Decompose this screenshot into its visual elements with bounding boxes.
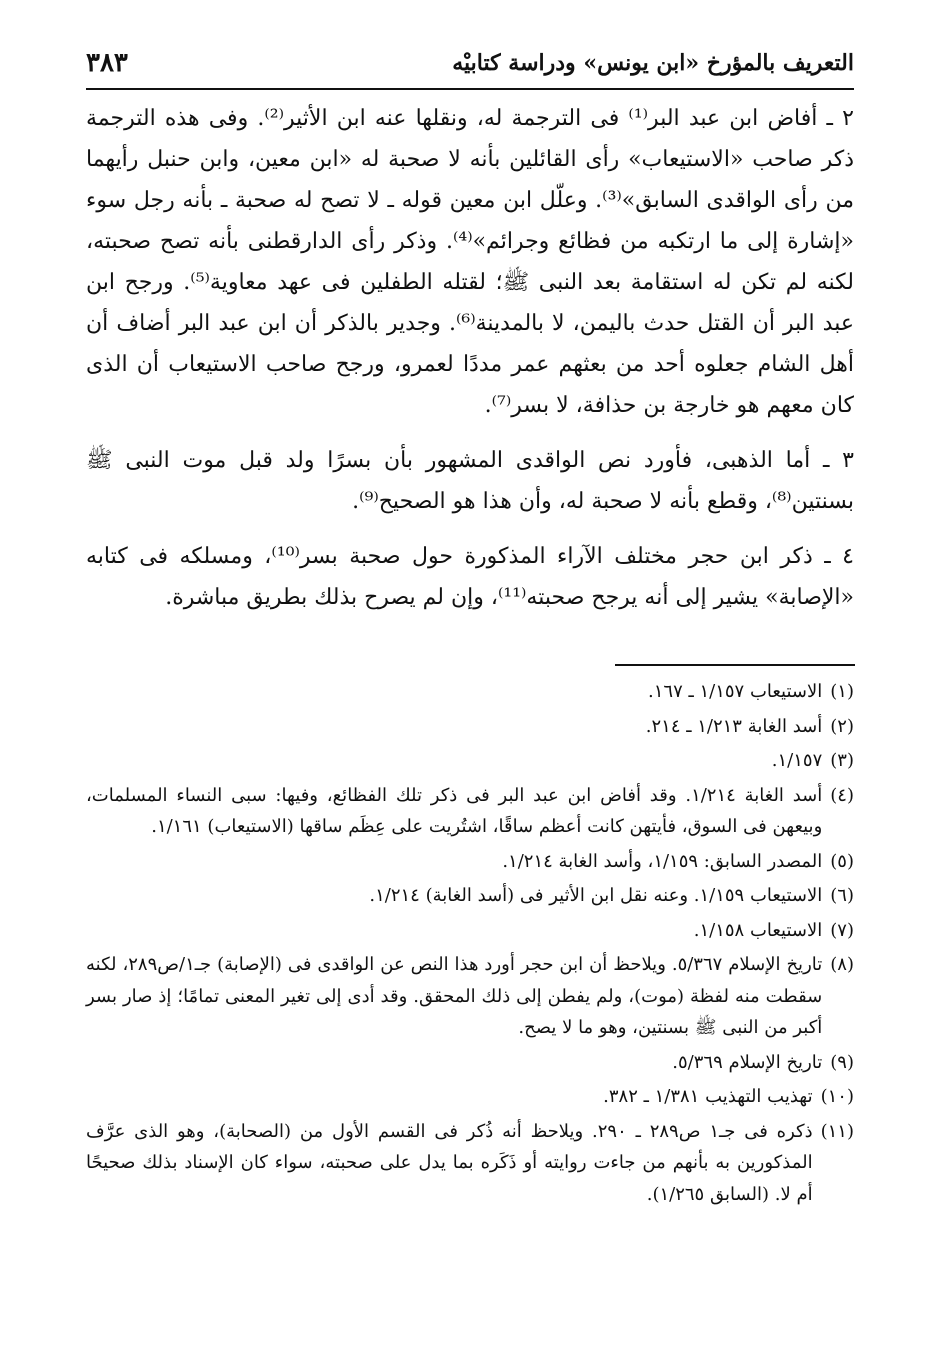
footnote-number: (٥) xyxy=(830,850,854,872)
footnote-text: أسد الغابة ١/٢١٣ ـ ٢١٤. xyxy=(645,715,823,737)
footnote-number: (٨) xyxy=(830,954,854,975)
footnote-6 xyxy=(86,880,854,912)
paragraph-4 xyxy=(86,536,854,618)
paragraph-3 xyxy=(86,440,854,522)
footnote-text: تاريخ الإسلام ٥/٣٦٩. xyxy=(672,1051,823,1073)
footnote-number: (١) xyxy=(830,681,854,702)
main-text xyxy=(86,98,854,632)
footnote-11 xyxy=(86,1116,854,1211)
footnote-number: (١١) xyxy=(820,1120,854,1142)
footnote-text: الاستيعاب ١/١٥٧ ـ ١٦٧. xyxy=(648,681,823,702)
footnote-number: (٩) xyxy=(830,1051,854,1073)
paragraph-text: ٤ ـ ذكر ابن حجر مختلف الآراء المذكورة حول صحبة بسر⁽¹⁰⁾، ومسلكه فى كتابه «الإصابة» يشير إلى أنه يرجح صحبته⁽¹¹⁾، وإن لم يصرح بذلك بطريق مباشرة. xyxy=(86,544,854,610)
footnote-text: تهذيب التهذيب ١/٣٨١ ـ ٣٨٢. xyxy=(603,1086,813,1107)
footnote-5 xyxy=(86,846,854,878)
running-title: التعريف بالمؤرخ «ابن يونس» ودراسة كتابيْه xyxy=(452,50,854,76)
footnotes xyxy=(86,676,854,1213)
paragraph-text: ٣ ـ أما الذهبى، فأورد نص الواقدى المشهور بأن بسرًا ولد قبل موت النبى ﷺ بسنتين⁽⁸⁾، وقطع بأنه لا صحبة له، وأن هذا هو الصحيح⁽⁹⁾. xyxy=(86,448,854,514)
footnote-text: المصدر السابق: ١/١٥٩، وأسد الغابة ١/٢١٤. xyxy=(502,850,823,872)
footnote-number: (٧) xyxy=(830,919,854,941)
footnote-8 xyxy=(86,949,854,1044)
footnote-10 xyxy=(86,1081,854,1113)
paragraph-2 xyxy=(86,98,854,426)
footnote-divider xyxy=(615,664,855,666)
footnote-text: أسد الغابة ١/٢١٤. وقد أفاض ابن عبد البر فى ذكر تلك الفظائع، وفيها: سبى النساء المسلمات، وبيعهن فى السوق، فأيتهن كانت أعظم ساقًا، اشتُريت على عِظَم ساقها (الاستيعاب) ١/١٦١. xyxy=(86,784,823,837)
footnote-number: (٣) xyxy=(830,750,854,771)
page-number: ٣٨٣ xyxy=(86,48,128,78)
paragraph-text: ٢ ـ أفاض ابن عبد البر⁽¹⁾ فى الترجمة له، ونقلها عنه ابن الأثير⁽²⁾. وفى هذه الترجمة ذكر صاحب «الاستيعاب» رأى القائلين بأنه لا صحبة له «ابن معين، وابن حنبل رأيهما من رأى الواقدى السابق»⁽³⁾. وعلّل ابن معين قوله ـ لا تصح له صحبة ـ بأنه رجل سوء «إشارة إلى ما ارتكبه من فظائع وجرائم»⁽⁴⁾. وذكر رأى الدارقطنى بأنه تصح صحبته، لكنه لم تكن له استقامة بعد النبى ﷺ؛ لقتله الطفلين فى عهد معاوية⁽⁵⁾. ورجح ابن عبد البر أن القتل حدث باليمن، لا بالمدينة⁽⁶⁾. وجدير بالذكر أن ابن عبد البر أضاف أن أهل الشام جعلوه أحد من بعثهم عمر مددًا لعمرو، ورجح صاحب الاستيعاب أن الذى كان معهم هو خارجة بن حذافة، لا بسر⁽⁷⁾. xyxy=(86,106,854,418)
footnote-text: تاريخ الإسلام ٥/٣٦٧. ويلاحظ أن ابن حجر أورد هذا النص عن الواقدى فى (الإصابة) جـ١/ص٢٨٩، لكنه سقطت منه لفظة (موت)، ولم يفطن إلى ذلك المحقق. وقد أدى إلى تغير المعنى تمامًا؛ إذ صار بسر أكبر من النبى ﷺ بسنتين، وهو ما لا يصح. xyxy=(86,954,823,1038)
footnote-9 xyxy=(86,1047,854,1079)
footnote-number: (١٠) xyxy=(820,1086,854,1107)
footnote-number: (٦) xyxy=(830,885,854,906)
footnote-2 xyxy=(86,711,854,743)
footnote-text: الاستيعاب ١/١٥٩. وعنه نقل ابن الأثير فى (أسد الغابة) ١/٢١٤. xyxy=(369,885,823,906)
footnote-text: ذكره فى جـ١ ص٢٨٩ ـ ٢٩٠. ويلاحظ أنه ذُكر فى القسم الأول من (الصحابة)، وهو الذى عرَّف المذكورين به بأنهم من جاءت روايته أو ذَكَره بما يدل على صحبته، سواء كان الإسناد بذلك صحيحًا أم لا. (السابق ١/٢٦٥). xyxy=(86,1120,813,1205)
footnote-text: الاستيعاب ١/١٥٨. xyxy=(693,919,823,941)
footnote-4 xyxy=(86,780,854,843)
footnote-text: ١/١٥٧. xyxy=(771,750,823,771)
footnote-number: (٤) xyxy=(830,784,854,806)
footnote-3 xyxy=(86,745,854,777)
footnote-1 xyxy=(86,676,854,708)
footnote-number: (٢) xyxy=(830,715,854,737)
running-header xyxy=(86,38,854,90)
footnote-7 xyxy=(86,915,854,947)
